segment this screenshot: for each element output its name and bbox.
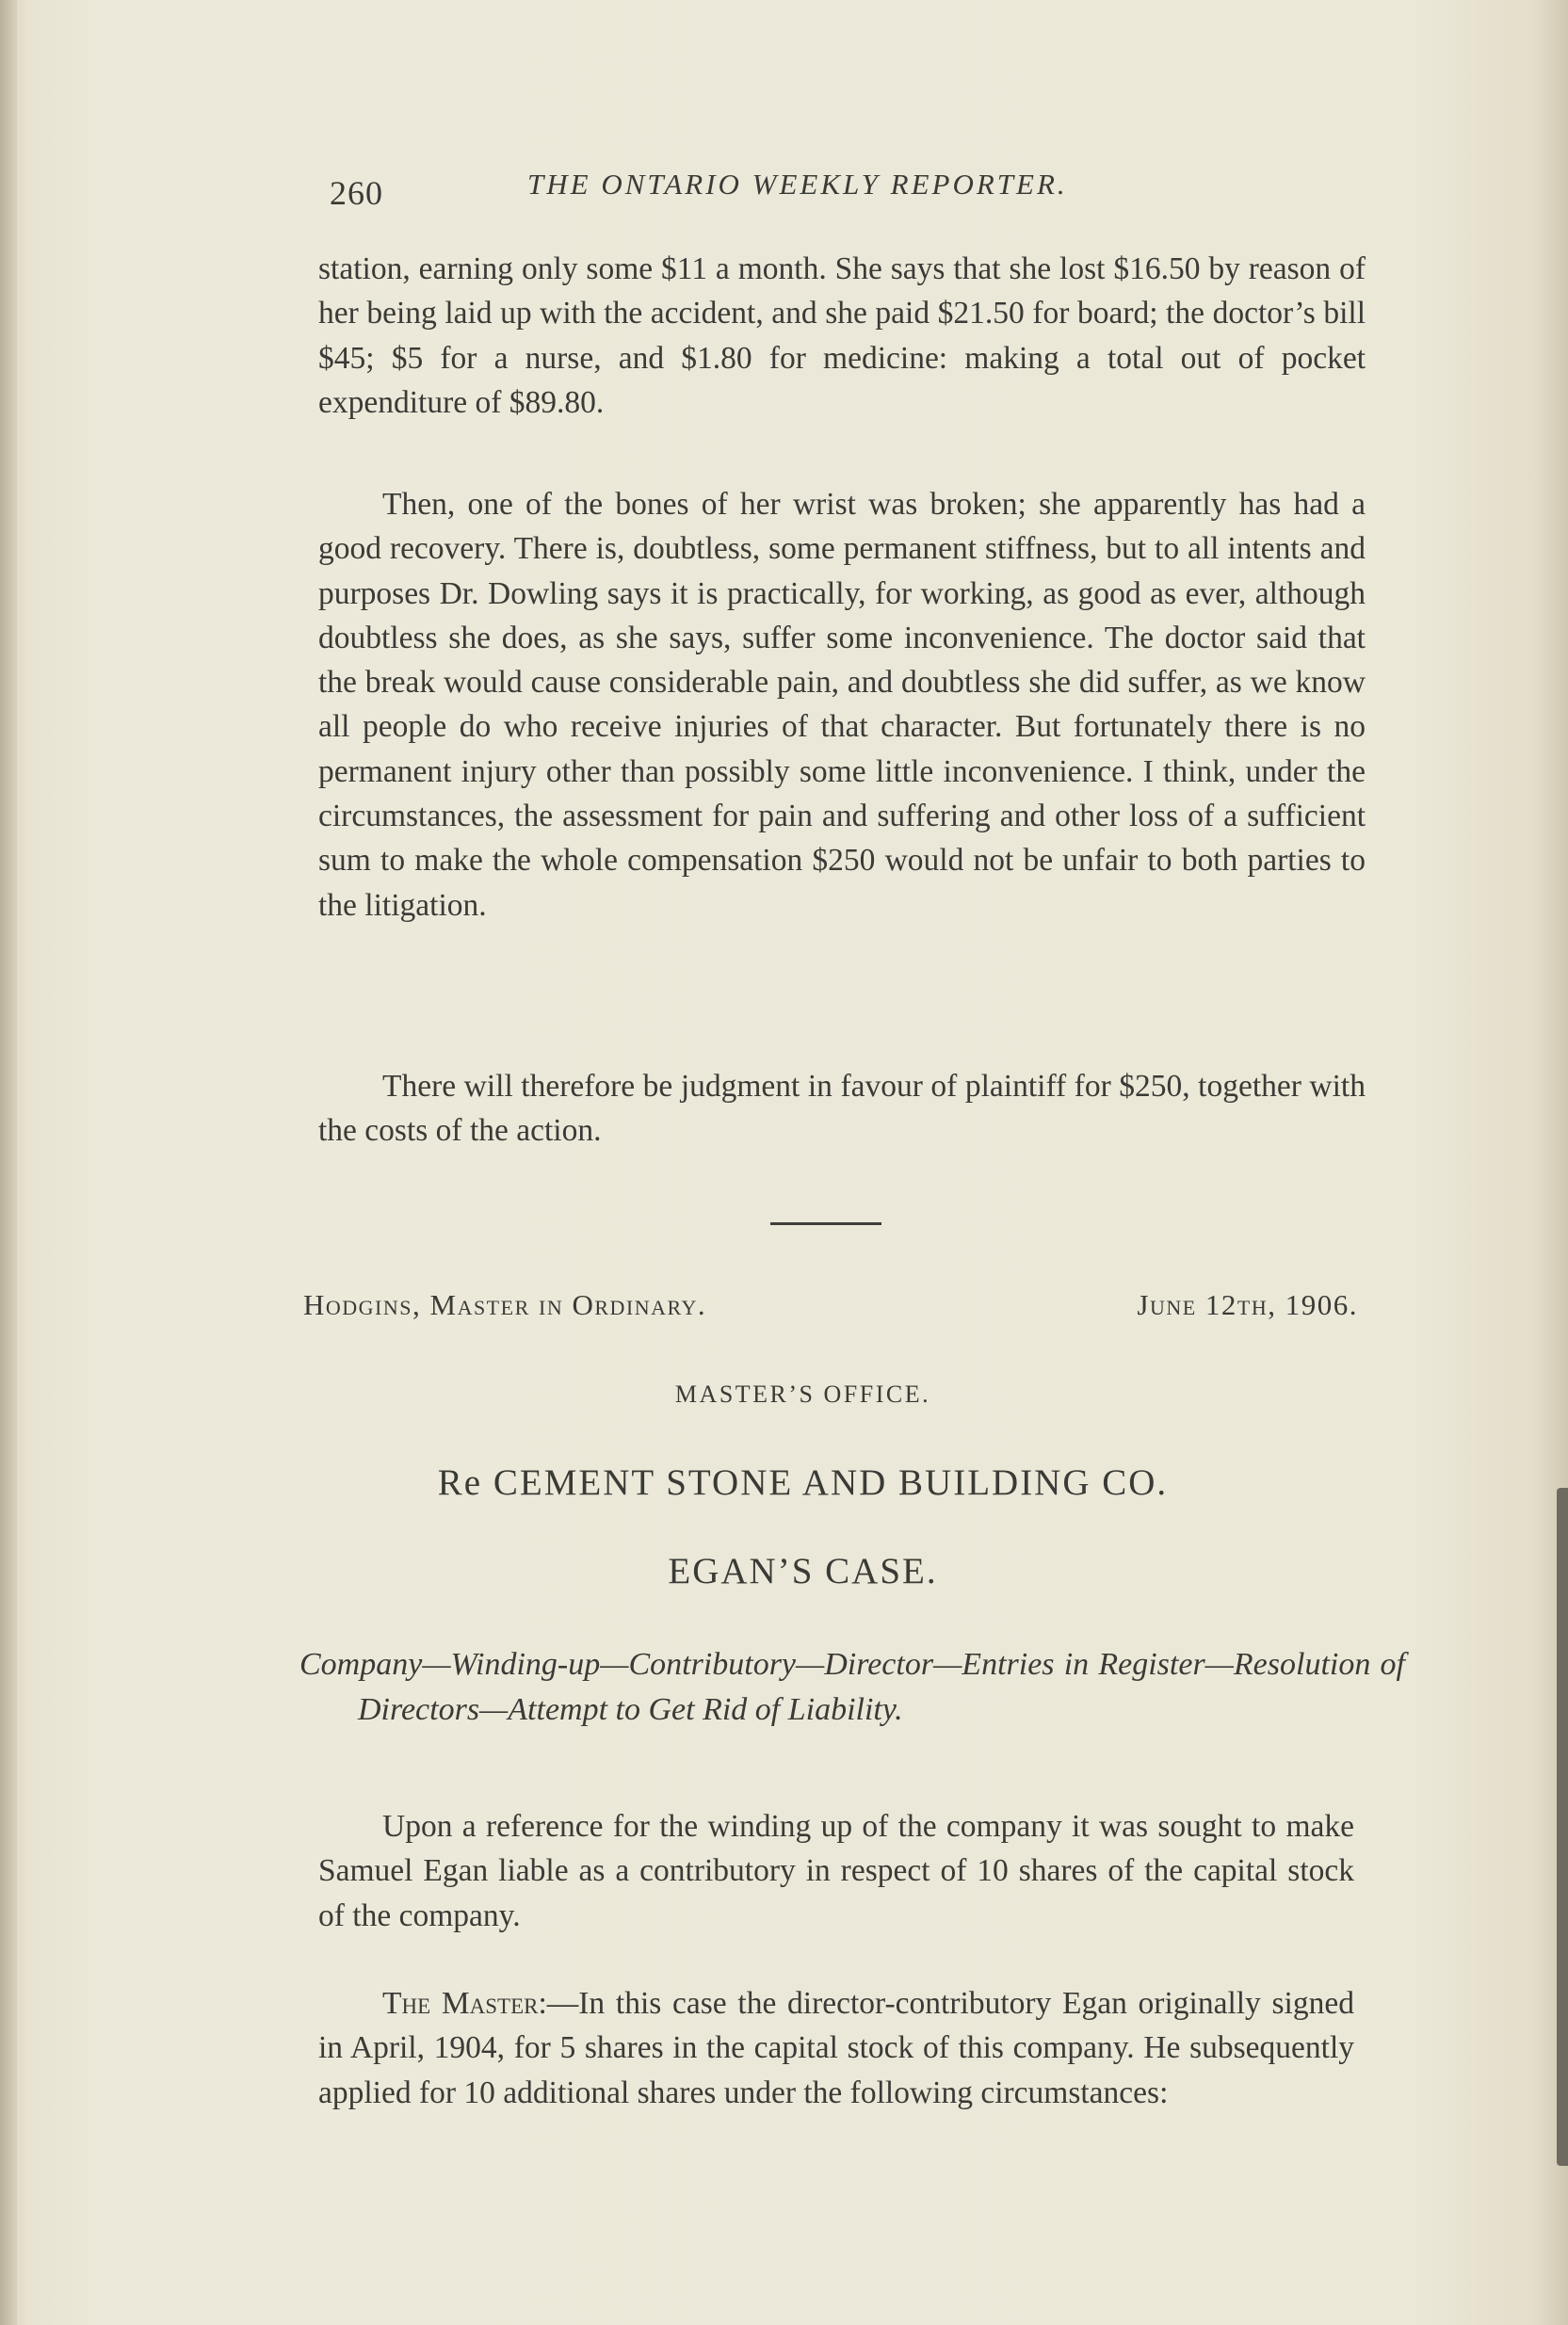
headnote: Company—Winding-up—Contributory—Director—Entries in Register—Resolution of Directors—Attempt to Get Rid of Liability. bbox=[299, 1647, 1405, 1727]
paragraph-judgment bbox=[318, 1064, 1366, 1154]
running-head: THE ONTARIO WEEKLY REPORTER. bbox=[527, 168, 1068, 201]
case-title: Re CEMENT STONE AND BUILDING CO. bbox=[437, 1462, 1169, 1503]
binding-shadow bbox=[0, 0, 17, 2325]
case-summary bbox=[318, 1804, 1354, 1938]
paragraph-expenses bbox=[318, 247, 1366, 425]
master-judgment bbox=[318, 1981, 1354, 2115]
summary-text: Upon a reference for the winding up of the company it was sought to make Samuel Egan liable as a contributory in respect of 10 shares of the capital stock of the company. bbox=[318, 1809, 1354, 1933]
court-judge: Hodgins, Master in Ordinary. bbox=[303, 1288, 707, 1321]
page-header bbox=[330, 168, 1271, 224]
section-divider bbox=[770, 1222, 881, 1225]
paragraph-text: There will therefore be judgment in favour of plaintiff for $250, together with the costs of the action. bbox=[318, 1069, 1366, 1149]
page-number: 260 bbox=[330, 174, 383, 212]
judgment-speaker: The Master bbox=[382, 1986, 539, 2021]
court-line bbox=[303, 1288, 1358, 1335]
judgment-text: :—In this case the director-contributory Egan originally signed in April, 1904, for 5 shares in the capital stock of this company. He subsequently applied for 10 additional shares under the following circumstances: bbox=[318, 1986, 1354, 2110]
paragraph-text: Then, one of the bones of her wrist was broken; she apparently has had a good recovery. There is, doubtless, some permanent stiffness, but to all intents and purposes Dr. Dowling says it is practically, for working, as good as ever, although doubtless she does, as she says, suffer some inconvenience. The doctor said that the break would cause considerable pain, and doubtless she did suffer, as we know all people do who receive injuries of that character. But fortunately there is no permanent injury other than possibly some little inconvenience. I think, under the circumstances, the assessment for pain and suffering and other loss of a sufficient sum to make the whole compensation $250 would not be unfair to both parties to the litigation. bbox=[318, 487, 1366, 923]
court-date: June 12th, 1906. bbox=[1137, 1288, 1358, 1321]
office-heading: MASTER’S OFFICE. bbox=[674, 1380, 931, 1408]
paragraph-injury bbox=[318, 482, 1366, 928]
paragraph-text: station, earning only some $11 a month. She says that she lost $16.50 by reason of her being laid up with the accident, and she paid $21.50 for board; the doctor’s bill $45; $5 for a nurse, and $1.80 for medicine: making a total out of pocket expenditure of $89.80. bbox=[318, 251, 1366, 420]
judgment-paragraph bbox=[318, 1981, 1354, 2115]
case-subtitle: EGAN’S CASE. bbox=[668, 1551, 938, 1591]
